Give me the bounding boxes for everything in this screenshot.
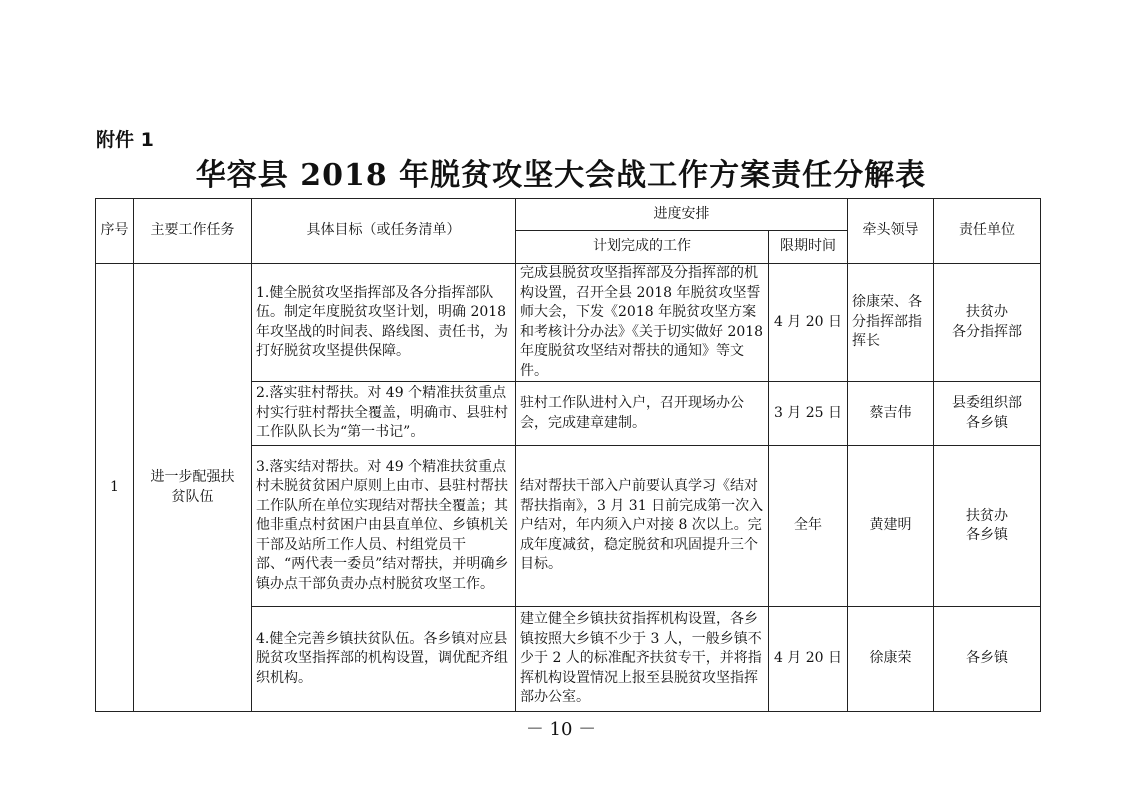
row-unit: 扶贫办 各乡镇 [934,446,1041,607]
row-planned: 结对帮扶干部入户前要认真学习《结对帮扶指南》，3 月 31 日前完成第一次入户结对，年内须入户对接 8 次以上。完成年度减贫，稳定脱贫和巩固提升三个目标。 [516,446,769,607]
row-deadline: 3 月 25 日 [769,382,848,446]
header-unit: 责任单位 [934,199,1041,264]
row-planned: 建立健全乡镇扶贫指挥机构设置，各乡镇按照大乡镇不少于 3 人，一般乡镇不少于 2 人的标准配齐扶贫专干，并将指挥机构设置情况上报至县脱贫攻坚指挥部办公室。 [516,607,769,712]
group-task: 进一步配强扶贫队伍 [134,264,252,712]
row-unit: 扶贫办 各分指挥部 [934,264,1041,382]
row-goal: 3.落实结对帮扶。对 49 个精准扶贫重点村未脱贫贫困户原则上由市、县驻村帮扶工作队所在单位实现结对帮扶全覆盖；其他非重点村贫困户由县直单位、乡镇机关干部及站所工作人员、村组党员干部、“两代表一委员”结对帮扶，并明确乡镇办点干部负责办点村脱贫攻坚工作。 [252,446,516,607]
page-number: － 10 － [525,719,597,740]
row-planned: 完成县脱贫攻坚指挥部及分指挥部的机构设置，召开全县 2018 年脱贫攻坚誓师大会，下发《2018 年脱贫攻坚方案和考核计分办法》《关于切实做好 2018 年度脱贫攻坚结对帮扶的通知》等文件。 [516,264,769,382]
header-goal: 具体目标（或任务清单） [252,199,516,264]
row-leader: 徐康荣 [848,607,934,712]
row-unit: 各乡镇 [934,607,1041,712]
row-deadline: 全年 [769,446,848,607]
header-task: 主要工作任务 [134,199,252,264]
header-deadline: 限期时间 [769,231,848,264]
attachment-label: 附件 1 [96,129,154,151]
row-planned: 驻村工作队进村入户，召开现场办公会，完成建章建制。 [516,382,769,446]
row-goal: 2.落实驻村帮扶。对 49 个精准扶贫重点村实行驻村帮扶全覆盖，明确市、县驻村工作队队长为“第一书记”。 [252,382,516,446]
table-row [96,264,1041,382]
header-leader: 牵头领导 [848,199,934,264]
header-seq: 序号 [96,199,134,264]
row-unit: 县委组织部 各乡镇 [934,382,1041,446]
row-goal: 4.健全完善乡镇扶贫队伍。各乡镇对应县脱贫攻坚指挥部的机构设置，调优配齐组织机构。 [252,607,516,712]
row-leader: 蔡吉伟 [848,382,934,446]
responsibility-table [95,198,1041,712]
row-leader: 徐康荣、各分指挥部指挥长 [848,264,934,382]
header-progress: 进度安排 [516,199,848,231]
row-deadline: 4 月 20 日 [769,607,848,712]
header-row-1 [96,199,1041,231]
row-goal: 1.健全脱贫攻坚指挥部及各分指挥部队伍。制定年度脱贫攻坚计划，明确 2018 年攻坚战的时间表、路线图、责任书，为打好脱贫攻坚提供保障。 [252,264,516,382]
header-planned: 计划完成的工作 [516,231,769,264]
row-leader: 黄建明 [848,446,934,607]
group-seq: 1 [96,264,134,712]
row-deadline: 4 月 20 日 [769,264,848,382]
document-title: 华容县 2018 年脱贫攻坚大会战工作方案责任分解表 [195,158,927,193]
